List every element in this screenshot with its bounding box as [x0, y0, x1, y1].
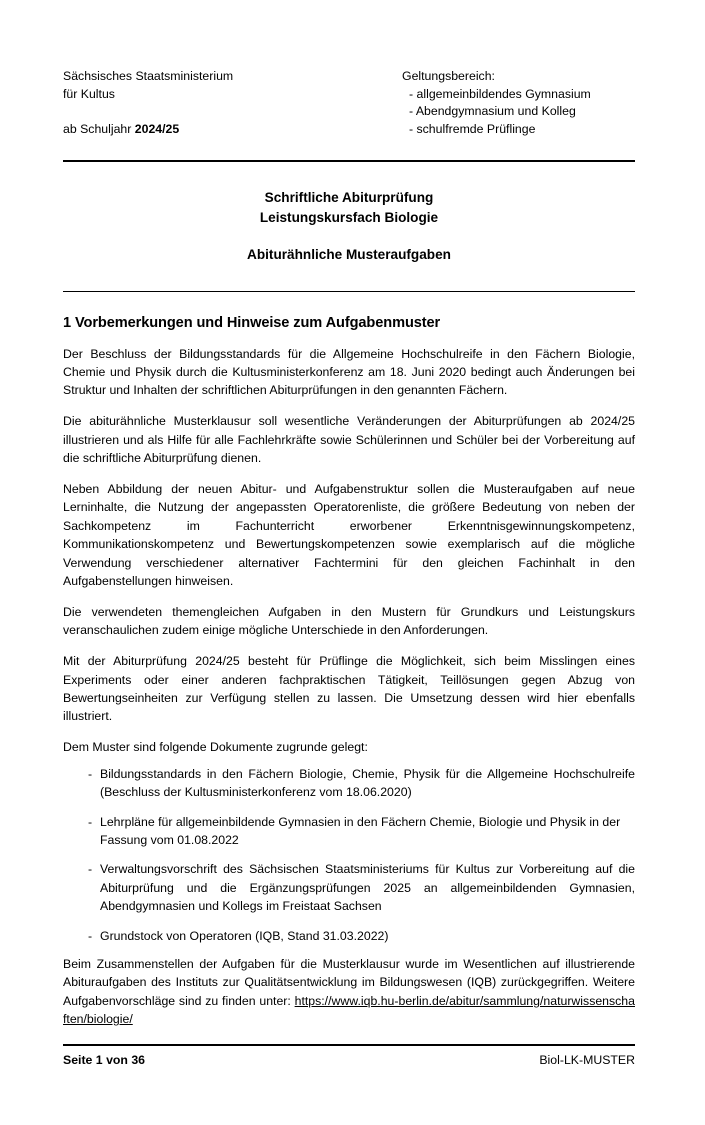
- list-item-label: Lehrpläne für allgemeinbildende Gymnasien in den Fächern Chemie, Biologie und Physik in der Fassung vom 01.08.2022: [100, 814, 621, 847]
- footer-row: [63, 1046, 635, 1067]
- paragraph: Der Beschluss der Bildungsstandards für die Allgemeine Hochschulreife in den Fächern Biologie, Chemie und Physik durch die Kultusministerkonferenz am 18. Juni 2020 bedingt auch Änderungen bei Struktur und Inhalten der schriftlichen Abiturprüfungen in den genannten Fächern.: [63, 346, 635, 398]
- paragraph: Die verwendeten themengleichen Aufgaben in den Mustern für Grundkurs und Leistungskurs veranschaulichen zudem einige mögliche Unterschiede in den Anforderungen.: [63, 604, 635, 638]
- school-year-line: [63, 121, 393, 139]
- list-item-label: Grundstock von Operatoren (IQB, Stand 31.03.2022): [100, 928, 389, 943]
- title-gap: [63, 227, 635, 245]
- scope-item: - Abendgymnasium und Kolleg: [409, 104, 576, 118]
- closing-paragraph: [63, 955, 635, 1029]
- header-spacer: [63, 103, 393, 121]
- page-number-label: Seite 1 von 36: [63, 1053, 146, 1067]
- iqb-collection-link[interactable]: https://www.iqb.hu-berlin.de/abitur/sammlung/naturwissenschaften/biologie/: [63, 993, 635, 1027]
- document-body: [63, 292, 635, 1029]
- document-code-label: Biol-LK-MUSTER: [539, 1053, 635, 1067]
- exam-subtitle: Abiturähnliche Musteraufgaben: [247, 247, 451, 262]
- scope-item: - schulfremde Prüflinge: [409, 121, 536, 136]
- list-item: [63, 813, 635, 850]
- list-item: [63, 927, 635, 945]
- page-content-column: [63, 0, 635, 1041]
- list-item-label: Bildungsstandards in den Fächern Biologie, Chemie, Physik für die Allgemeine Hochschulreife (Beschluss der Kultusministerkonferenz vom 18.06.2020): [100, 766, 635, 800]
- school-year-value: 2024/25: [134, 121, 180, 136]
- exam-title-line-1: Schriftliche Abiturprüfung: [264, 190, 434, 205]
- list-item-label: Verwaltungsvorschrift des Sächsischen Staatsministeriums für Kultus zur Vorbereitung auf die Abiturprüfung und die Ergänzungsprüfungen 2025 an allgemeinbildenden Gymnasien, Abendgymnasien und Kollegs im Freistaat Sachsen: [100, 862, 635, 914]
- document-header: [63, 0, 635, 160]
- header-scope-block: [402, 68, 642, 138]
- list-item: [63, 765, 635, 802]
- header-issuer-block: [63, 68, 393, 138]
- paragraph: Mit der Abiturprüfung 2024/25 besteht für Prüflinge die Möglichkeit, sich beim Misslingen eines Experiments oder einer anderen fachpraktischen Tätigkeit, Teillösungen gegen Abzug von Bewertungseinheiten zur Verfügung stellen zu lassen. Die Umsetzung dessen wird hier ebenfalls illustriert.: [63, 654, 635, 724]
- issuer-line-1: Sächsisches Staatsministerium: [63, 69, 234, 83]
- document-title-block: [63, 162, 635, 291]
- dash-marker-icon: -: [88, 766, 93, 781]
- closing-text: Beim Zusammenstellen der Aufgaben für die Musterklausur wurde im Wesentlichen auf illustrierende Abituraufgaben des Instituts zur Qualitätsentwicklung im Bildungswesen (IQB) zurückgegriffen. Weitere Aufgabenvorschläge sind zu finden unter:: [63, 956, 635, 1008]
- page-title: 1 Vorbemerkungen und Hinweise zum Aufgabenmuster: [63, 314, 441, 331]
- school-year-label: ab Schuljahr: [63, 121, 135, 136]
- scope-title: Geltungsbereich:: [402, 69, 495, 83]
- scope-item: - allgemeinbildendes Gymnasium: [409, 86, 591, 101]
- list-item: [63, 860, 635, 915]
- dash-marker-icon: -: [88, 862, 93, 877]
- dash-marker-icon: -: [88, 814, 93, 829]
- reference-document-list: [63, 765, 635, 945]
- dash-marker-icon: -: [88, 928, 93, 943]
- paragraph: Neben Abbildung der neuen Abitur- und Aufgabenstruktur sollen die Musteraufgaben auf neue Lerninhalte, die Nutzung der angepassten Operatorenliste, die größere Bedeutung von neben der Sachkompetenz im Fachunterricht erworbener Erkenntnisgewinnungskompetenz, Kommunikationskompetenz und Bewertungskompetenzen sowie exemplarisch auf die mögliche Verwendung verschiedener alternativer Fachtermini für den gleichen Fachinhalt in den Aufgabenstellungen hinweisen.: [63, 481, 635, 588]
- issuer-line-2: für Kultus: [63, 86, 115, 101]
- list-introduction: Dem Muster sind folgende Dokumente zugrunde gelegt:: [63, 740, 368, 755]
- paragraph: Die abiturähnliche Musterklausur soll wesentliche Veränderungen der Abiturprüfungen ab 2024/25 illustrieren und als Hilfe für alle Fachlehrkräfte sowie Schülerinnen und Schüler bei der Vorbereitung auf die schriftliche Abiturprüfung dienen.: [63, 414, 635, 466]
- exam-title-line-2: Leistungskursfach Biologie: [259, 209, 439, 225]
- document-footer: [63, 1044, 635, 1067]
